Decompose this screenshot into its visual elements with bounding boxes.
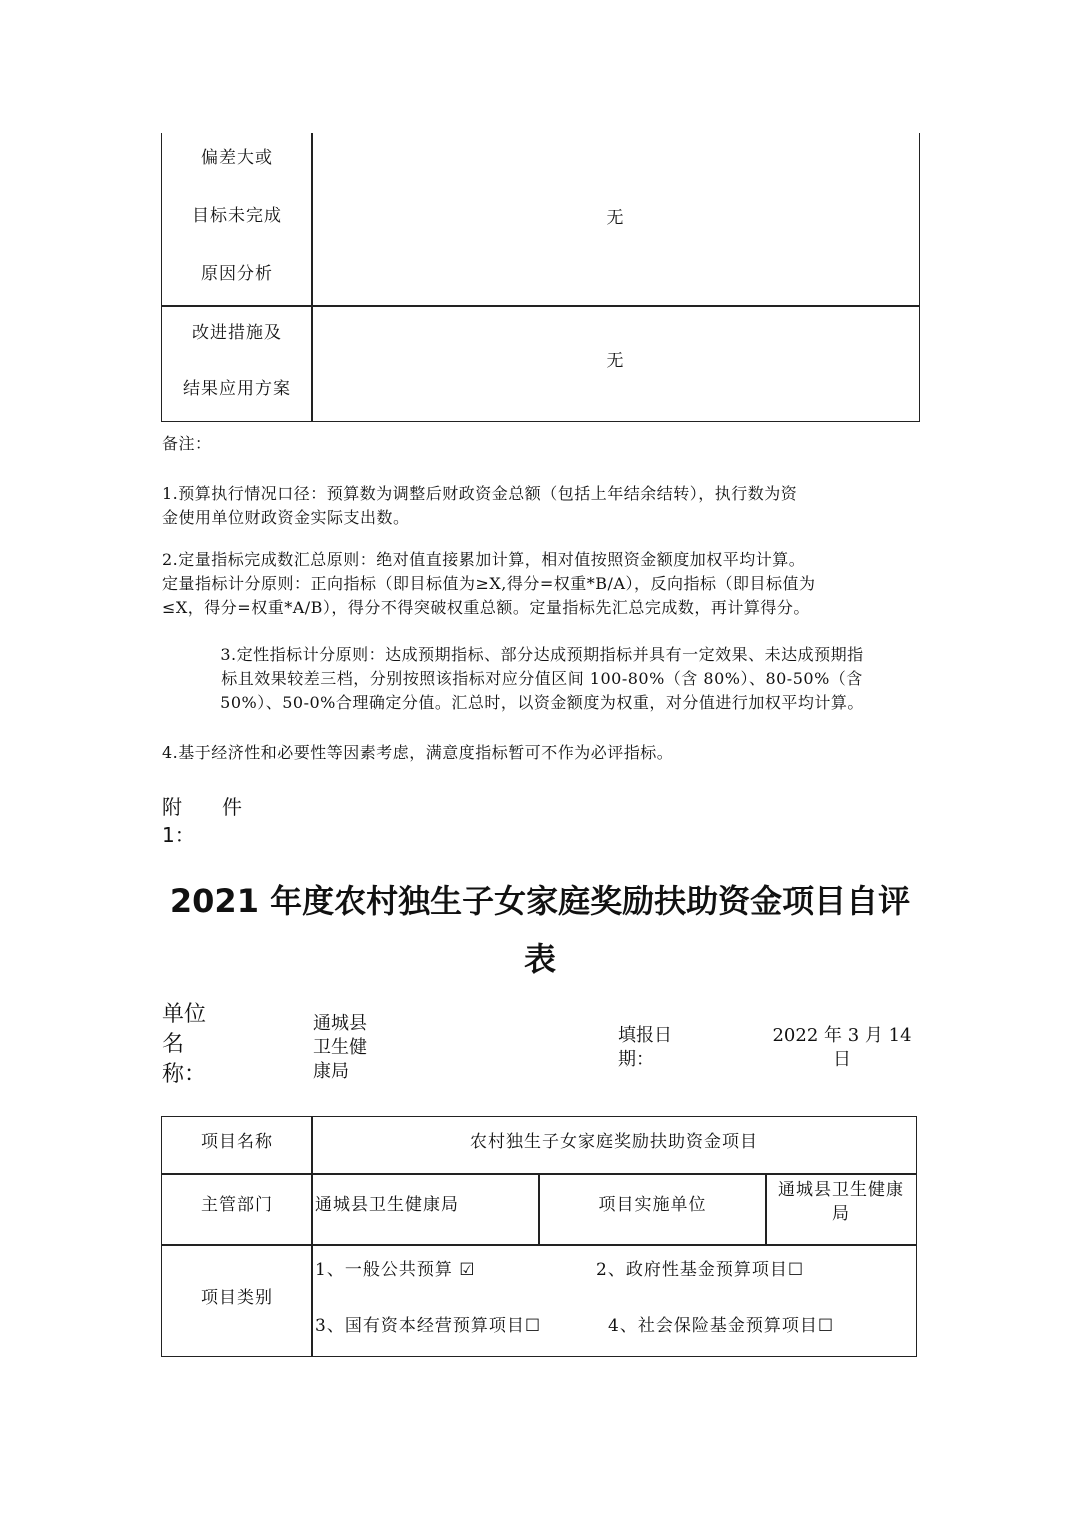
unit-label-line3: 称： [162, 1062, 207, 1087]
note-3 [162, 643, 922, 715]
unit-value-line3: 康局 [313, 1061, 349, 1082]
unit-label [162, 1000, 206, 1090]
impl-value-line1: 通城县卫生健康 [778, 1180, 904, 1200]
date-value [772, 1024, 912, 1072]
category-option-2: 2、政府性基金预算项目☐ [596, 1260, 805, 1280]
note-1-line2: 金使用单位财政资金实际支出数。 [162, 508, 410, 527]
unit-label-line1: 单位 [162, 1002, 207, 1027]
deviation-value-cell [311, 133, 920, 307]
project-name-label: 项目名称 [201, 1132, 273, 1152]
note-3-line3: 50%）、50-0%合理确定分值。汇总时，以资金额度为权重，对分值进行加权平均计算。 [220, 693, 864, 712]
impl-value-cell [765, 1173, 917, 1246]
deviation-label-line3: 原因分析 [201, 264, 273, 284]
note-3-line1: 3.定性指标计分原则：达成预期指标、部分达成预期指标并具有一定效果、未达成预期指 [220, 645, 864, 664]
category-value-cell [311, 1244, 917, 1357]
date-label [618, 1024, 672, 1072]
dept-value: 通城县卫生健康局 [315, 1195, 459, 1215]
deviation-label-line2: 目标未完成 [192, 206, 282, 226]
note-2-line1: 2.定量指标完成数汇总原则：绝对值直接累加计算，相对值按照资金额度加权平均计算。 [162, 550, 806, 569]
improvement-label-line2: 结果应用方案 [183, 379, 291, 399]
impl-value [766, 1178, 916, 1226]
unit-value [313, 1012, 367, 1084]
attachment-line2: 1： [162, 823, 195, 847]
note-2 [162, 548, 922, 620]
category-option-1: 1、一般公共预算 ☑ [315, 1260, 476, 1280]
dept-label-cell [161, 1173, 313, 1246]
deviation-value: 无 [606, 208, 625, 228]
unit-value-line2: 卫生健 [313, 1037, 367, 1058]
note-2-line2: 定量指标计分原则：正向指标（即目标值为≥X,得分=权重*B/A），反向指标（即目标值为 [162, 574, 816, 593]
deviation-label-cell [161, 133, 313, 307]
date-value-line1: 2022 年 3 月 14 [772, 1025, 912, 1046]
project-name-value: 农村独生子女家庭奖励扶助资金项目 [470, 1132, 758, 1152]
impl-value-line2: 局 [832, 1204, 850, 1224]
improvement-label-line1: 改进措施及 [192, 323, 282, 343]
improvement-value: 无 [606, 351, 625, 371]
category-label-cell [161, 1244, 313, 1357]
category-option-3: 3、国有资本经营预算项目☐ [315, 1316, 542, 1336]
note-3-line2: 标且效果较差三档，分别按照该指标对应分值区间 100-80%（含 80%）、80-50%（含 [221, 669, 863, 688]
note-1 [162, 482, 922, 530]
page-title-line2: 表 [523, 940, 556, 978]
notes-heading: 备注： [162, 434, 212, 453]
date-value-line2: 日 [833, 1049, 851, 1070]
impl-label-cell [538, 1173, 767, 1246]
note-2-line3: ≤X，得分=权重*A/B），得分不得突破权重总额。定量指标先汇总完成数，再计算得分。 [162, 598, 810, 617]
unit-label-line2: 名 [162, 1032, 185, 1057]
attachment-label [162, 793, 242, 849]
note-1-line1: 1.预算执行情况口径：预算数为调整后财政资金总额（包括上年结余结转），执行数为资 [162, 484, 798, 503]
category-label: 项目类别 [201, 1288, 273, 1308]
project-name-value-cell [311, 1116, 917, 1175]
date-label-line1: 填报日 [618, 1025, 672, 1046]
impl-label: 项目实施单位 [598, 1195, 707, 1215]
project-name-label-cell [161, 1116, 313, 1175]
attachment-line1: 附 件 [162, 795, 242, 819]
note-4: 4.基于经济性和必要性等因素考虑，满意度指标暂可不作为必评指标。 [162, 743, 674, 762]
deviation-label-line1: 偏差大或 [201, 148, 273, 168]
dept-label: 主管部门 [201, 1195, 273, 1215]
date-label-line2: 期： [618, 1049, 654, 1070]
dept-value-cell [311, 1173, 540, 1246]
unit-value-line1: 通城县 [313, 1013, 367, 1034]
page-title-line1: 2021 年度农村独生子女家庭奖励扶助资金项目自评 [169, 882, 911, 920]
improvement-label-cell [161, 305, 313, 422]
improvement-value-cell [311, 305, 920, 422]
category-option-4: 4、社会保险基金预算项目☐ [608, 1316, 835, 1336]
